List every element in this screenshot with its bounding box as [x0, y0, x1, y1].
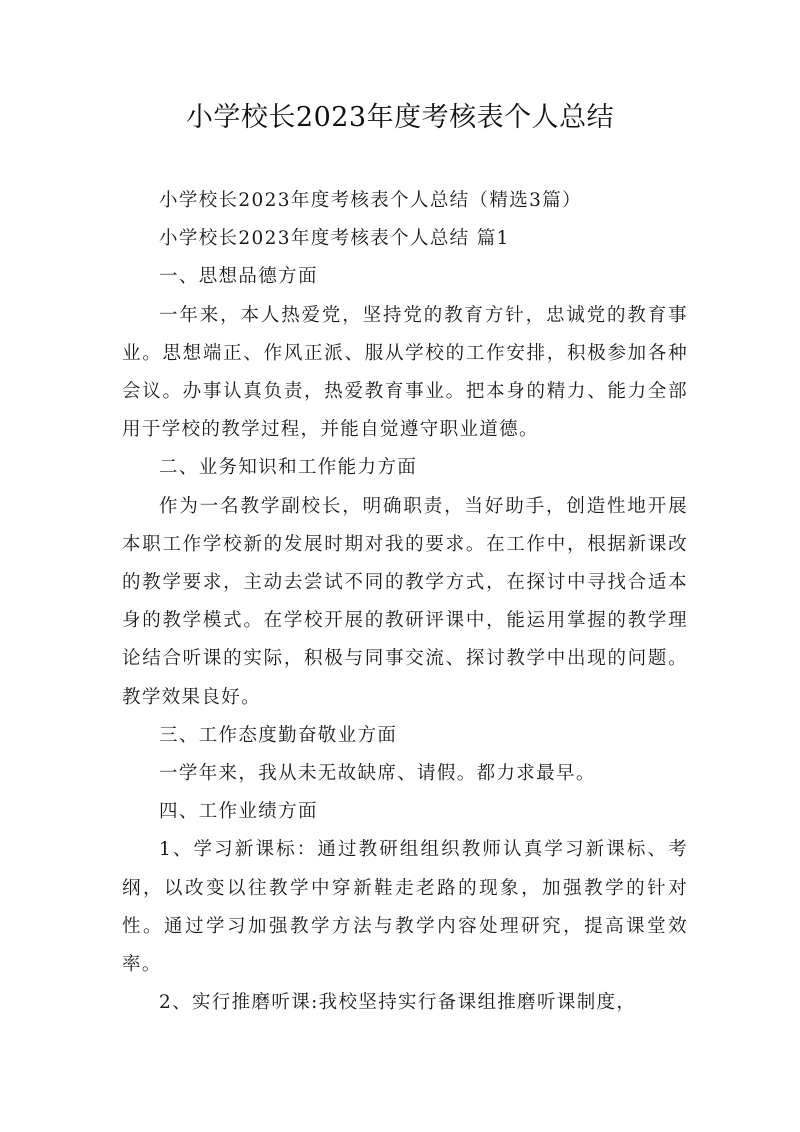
section-title-paragraph: 小学校长2023年度考核表个人总结 篇1 — [159, 228, 510, 250]
paragraph-curriculum: 1、学习新课标：通过教研组组织教师认真学习新课标、考纲，以改变以往教学中穿新鞋走老路的现象，加强教学的针对性。通过学习加强教学方法与教学内容处理研究，提高课堂效率。 — [122, 839, 688, 976]
heading-ability: 二、业务知识和工作能力方面 — [159, 457, 418, 479]
heading-performance: 四、工作业绩方面 — [159, 801, 318, 823]
document-body — [122, 182, 688, 1022]
paragraph-ideology: 一年来，本人热爱党，坚持党的教育方针，忠诚党的教育事业。思想端正、作风正派、服从学校的工作安排，积极参加各种会议。办事认真负责，热爱教育事业。把本身的精力、能力全部用于学校的教学过程，并能自觉遵守职业道德。 — [122, 304, 688, 441]
subtitle-paragraph: 小学校长2023年度考核表个人总结（精选3篇） — [159, 190, 582, 211]
paragraph-ability: 作为一名教学副校长，明确职责，当好助手，创造性地开展本职工作学校新的发展时期对我的要求。在工作中，根据新课改的教学要求，主动去尝试不同的教学方式，在探讨中寻找合适本身的教学模式。在学校开展的教研评课中，能运用掌握的教学理论结合听课的实际，积极与同事交流、探讨教学中出现的问题。教学效果良好。 — [122, 495, 688, 708]
heading-attitude: 三、工作态度勤奋敬业方面 — [159, 724, 398, 746]
heading-ideology: 一、思想品德方面 — [159, 266, 318, 288]
paragraph-lesson-observation: 2、实行推磨听课:我校坚持实行备课组推磨听课制度， — [159, 992, 637, 1014]
document-title: 小学校长2023年度考核表个人总结 — [185, 102, 615, 133]
paragraph-attitude: 一学年来，我从未无故缺席、请假。都力求最早。 — [159, 763, 596, 785]
